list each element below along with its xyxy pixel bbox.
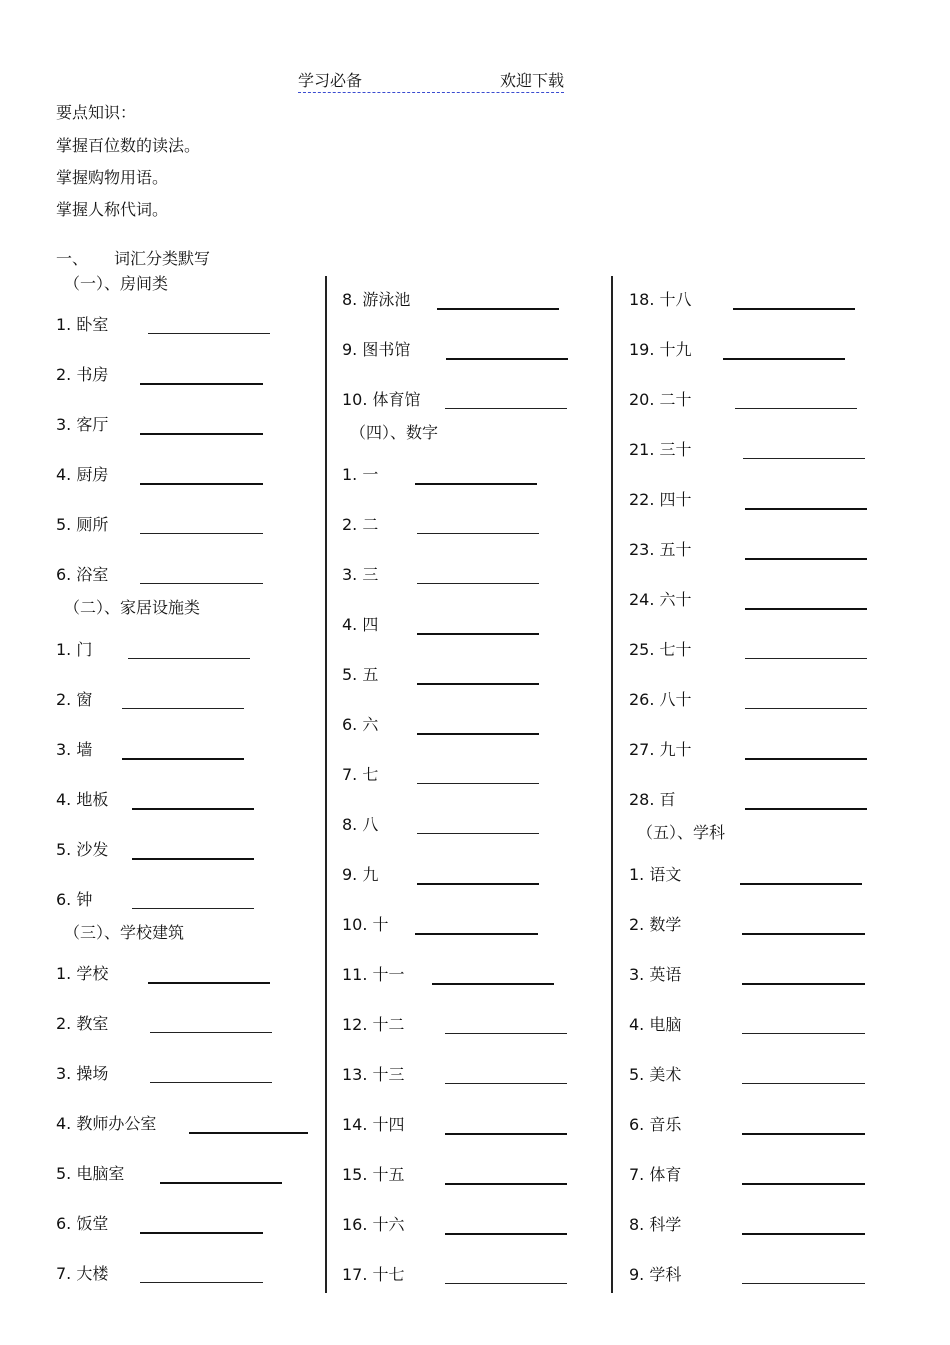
subsection-title-furniture: （二）、家居设施类 <box>64 598 201 617</box>
answer-blank[interactable] <box>445 1283 567 1284</box>
answer-blank[interactable] <box>740 883 862 885</box>
vocab-item: 16. 十六 <box>342 1215 405 1234</box>
answer-blank[interactable] <box>122 758 244 760</box>
vocab-item: 22. 四十 <box>629 490 692 509</box>
answer-blank[interactable] <box>417 883 539 885</box>
answer-blank[interactable] <box>742 1233 865 1235</box>
subsection-title-school: （三）、学校建筑 <box>64 923 185 942</box>
answer-blank[interactable] <box>437 308 559 310</box>
vocab-item: 1. 语文 <box>629 865 682 884</box>
answer-blank[interactable] <box>743 458 865 459</box>
answer-blank[interactable] <box>445 408 567 409</box>
answer-blank[interactable] <box>723 358 845 360</box>
subsection-title-numbers: （四）、数字 <box>350 423 439 442</box>
intro-line-2: 掌握购物用语。 <box>56 168 169 187</box>
vocab-item: 1. 门 <box>56 640 93 659</box>
answer-blank[interactable] <box>432 983 554 985</box>
answer-blank[interactable] <box>150 1082 272 1083</box>
answer-blank[interactable] <box>415 483 537 485</box>
vocab-item: 7. 体育 <box>629 1165 682 1184</box>
vocab-item: 13. 十三 <box>342 1065 405 1084</box>
vocab-item: 1. 一 <box>342 465 379 484</box>
vocab-item: 17. 十七 <box>342 1265 405 1284</box>
column-divider-1 <box>325 276 327 1293</box>
answer-blank[interactable] <box>132 858 254 860</box>
vocab-item: 25. 七十 <box>629 640 692 659</box>
vocab-item: 1. 学校 <box>56 964 109 983</box>
answer-blank[interactable] <box>132 808 254 810</box>
vocab-item: 2. 书房 <box>56 365 109 384</box>
answer-blank[interactable] <box>140 583 263 584</box>
vocab-item: 10. 十 <box>342 915 389 934</box>
answer-blank[interactable] <box>745 508 867 510</box>
vocab-item: 6. 六 <box>342 715 379 734</box>
vocab-item: 7. 大楼 <box>56 1264 109 1283</box>
section-number: 一、 <box>56 249 89 268</box>
vocab-item: 3. 英语 <box>629 965 682 984</box>
vocab-item: 23. 五十 <box>629 540 692 559</box>
answer-blank[interactable] <box>417 633 539 635</box>
answer-blank[interactable] <box>140 483 263 485</box>
vocab-item: 8. 科学 <box>629 1215 682 1234</box>
vocab-item: 15. 十五 <box>342 1165 405 1184</box>
vocab-item: 9. 图书馆 <box>342 340 411 359</box>
vocab-item: 6. 浴室 <box>56 565 109 584</box>
vocab-item: 8. 八 <box>342 815 379 834</box>
vocab-item: 5. 沙发 <box>56 840 109 859</box>
vocab-item: 5. 美术 <box>629 1065 682 1084</box>
answer-blank[interactable] <box>445 1083 567 1084</box>
answer-blank[interactable] <box>445 1033 567 1034</box>
vocab-item: 2. 窗 <box>56 690 93 709</box>
answer-blank[interactable] <box>445 1183 567 1185</box>
answer-blank[interactable] <box>140 383 263 385</box>
answer-blank[interactable] <box>417 533 539 534</box>
answer-blank[interactable] <box>745 758 867 760</box>
vocab-item: 4. 四 <box>342 615 379 634</box>
answer-blank[interactable] <box>742 1033 865 1034</box>
subsection-title-rooms: （一）、房间类 <box>64 274 169 293</box>
vocab-item: 4. 地板 <box>56 790 109 809</box>
vocab-item: 2. 教室 <box>56 1014 109 1033</box>
answer-blank[interactable] <box>742 1083 865 1084</box>
vocab-item: 5. 电脑室 <box>56 1164 125 1183</box>
vocab-item: 6. 钟 <box>56 890 93 909</box>
vocab-item: 4. 电脑 <box>629 1015 682 1034</box>
answer-blank[interactable] <box>189 1132 308 1134</box>
vocab-item: 12. 十二 <box>342 1015 405 1034</box>
vocab-item: 8. 游泳池 <box>342 290 411 309</box>
answer-blank[interactable] <box>140 1282 263 1283</box>
vocab-item: 27. 九十 <box>629 740 692 759</box>
vocab-item: 18. 十八 <box>629 290 692 309</box>
answer-blank[interactable] <box>742 1133 865 1135</box>
answer-blank[interactable] <box>417 733 539 735</box>
answer-blank[interactable] <box>140 1232 263 1234</box>
answer-blank[interactable] <box>742 983 865 985</box>
column-divider-2 <box>611 276 613 1293</box>
answer-blank[interactable] <box>415 933 538 935</box>
section-title <box>56 249 210 269</box>
answer-blank[interactable] <box>745 708 867 709</box>
answer-blank[interactable] <box>128 658 250 659</box>
answer-blank[interactable] <box>733 308 855 310</box>
answer-blank[interactable] <box>745 658 867 659</box>
answer-blank[interactable] <box>735 408 857 409</box>
vocab-item: 14. 十四 <box>342 1115 405 1134</box>
answer-blank[interactable] <box>417 783 539 784</box>
intro-line-3: 掌握人称代词。 <box>56 200 169 219</box>
vocab-item: 3. 客厅 <box>56 415 109 434</box>
answer-blank[interactable] <box>132 908 254 909</box>
vocab-item: 7. 七 <box>342 765 379 784</box>
answer-blank[interactable] <box>745 558 867 560</box>
answer-blank[interactable] <box>150 1032 272 1033</box>
answer-blank[interactable] <box>148 982 270 984</box>
page-header <box>298 70 564 93</box>
answer-blank[interactable] <box>745 808 867 810</box>
vocab-item: 5. 五 <box>342 665 379 684</box>
answer-blank[interactable] <box>148 333 270 334</box>
header-right: 欢迎下载 <box>499 71 564 90</box>
vocab-item: 6. 饭堂 <box>56 1214 109 1233</box>
answer-blank[interactable] <box>417 833 539 834</box>
vocab-item: 9. 学科 <box>629 1265 682 1284</box>
vocab-item: 21. 三十 <box>629 440 692 459</box>
vocab-item: 4. 教师办公室 <box>56 1114 157 1133</box>
answer-blank[interactable] <box>417 583 539 584</box>
intro-line-1: 掌握百位数的读法。 <box>56 136 201 155</box>
vocab-item: 11. 十一 <box>342 965 405 984</box>
answer-blank[interactable] <box>122 708 244 709</box>
header-left: 学习必备 <box>298 71 363 90</box>
vocab-item: 2. 数学 <box>629 915 682 934</box>
answer-blank[interactable] <box>445 1233 567 1235</box>
vocab-item: 24. 六十 <box>629 590 692 609</box>
vocab-item: 5. 厕所 <box>56 515 109 534</box>
vocab-item: 28. 百 <box>629 790 676 809</box>
vocab-item: 3. 三 <box>342 565 379 584</box>
subsection-title-subjects: （五）、学科 <box>637 823 726 842</box>
vocab-item: 2. 二 <box>342 515 379 534</box>
answer-blank[interactable] <box>140 433 263 435</box>
vocab-item: 1. 卧室 <box>56 315 109 334</box>
answer-blank[interactable] <box>140 533 263 534</box>
vocab-item: 3. 墙 <box>56 740 93 759</box>
answer-blank[interactable] <box>417 683 539 685</box>
answer-blank[interactable] <box>745 608 867 610</box>
answer-blank[interactable] <box>742 933 865 935</box>
vocab-item: 20. 二十 <box>629 390 692 409</box>
answer-blank[interactable] <box>742 1283 865 1284</box>
vocab-item: 10. 体育馆 <box>342 390 421 409</box>
answer-blank[interactable] <box>160 1182 282 1184</box>
vocab-item: 4. 厨房 <box>56 465 109 484</box>
answer-blank[interactable] <box>446 358 568 360</box>
answer-blank[interactable] <box>445 1133 567 1135</box>
vocab-item: 26. 八十 <box>629 690 692 709</box>
section-heading: 词汇分类默写 <box>114 249 211 268</box>
vocab-item: 19. 十九 <box>629 340 692 359</box>
vocab-item: 3. 操场 <box>56 1064 109 1083</box>
vocab-item: 9. 九 <box>342 865 379 884</box>
answer-blank[interactable] <box>742 1183 865 1185</box>
intro-title: 要点知识： <box>56 103 137 122</box>
vocab-item: 6. 音乐 <box>629 1115 682 1134</box>
